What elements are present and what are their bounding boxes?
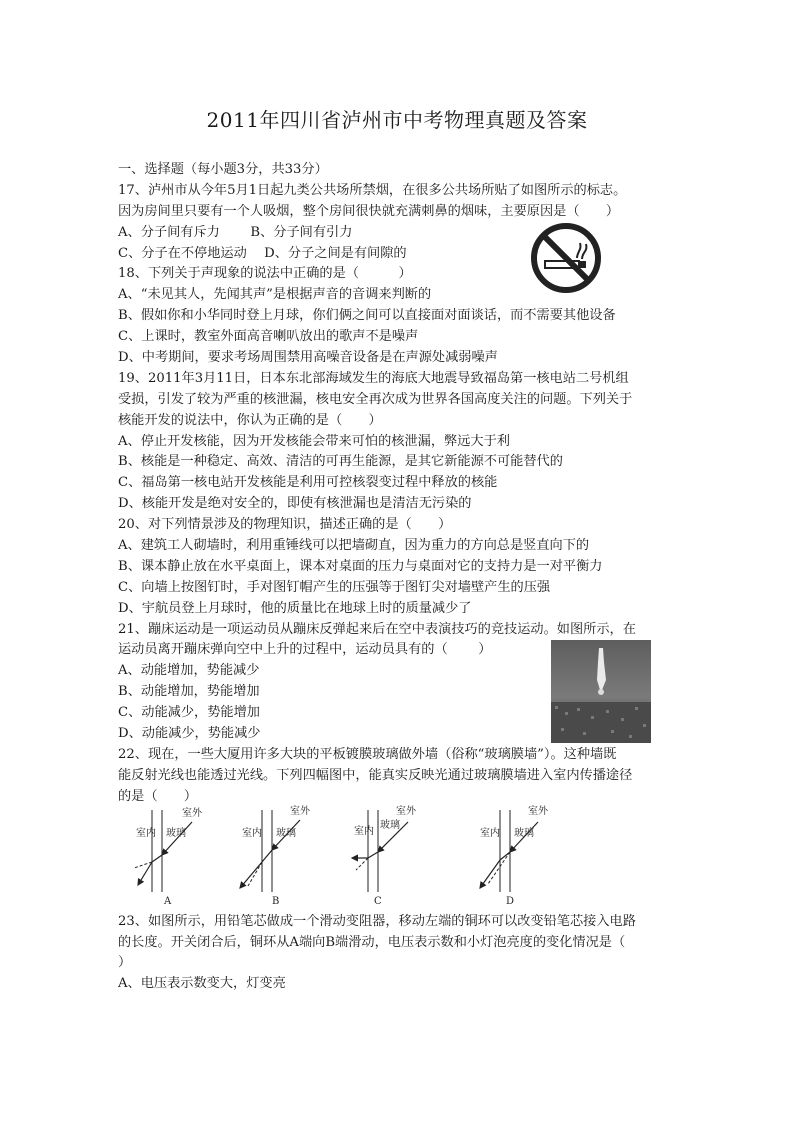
diagram-b	[240, 804, 311, 907]
diagram-a	[134, 806, 203, 907]
q17-options-cd: C、分子在不停地运动 D、分子之间是有间隙的	[118, 245, 407, 261]
q20-option-c: C、向墙上按图钉时，手对图钉帽产生的压强等于图钉尖对墙壁产生的压强	[118, 579, 551, 595]
diagram-a-glass-label: 玻璃	[166, 828, 186, 839]
q18-option-b: B、假如你和小华同时登上月球，你们俩之间可以直接面对面谈话，而不需要其他设备	[118, 308, 616, 324]
q22-stem-line3: 的是（ ）	[118, 788, 198, 804]
q17-stem-line2: 因为房间里只要有一个人吸烟，整个房间很快就充满刺鼻的烟味，主要原因是（ ）	[118, 203, 620, 219]
diagram-c-letter: C	[374, 896, 382, 907]
q19-option-a: A、停止开发核能，因为开发核能会带来可怕的核泄漏，弊远大于利	[118, 433, 510, 449]
q19-stem-line3: 核能开发的说法中，你认为正确的是（ ）	[118, 412, 382, 428]
q19-stem-line1: 19、2011年3月11日，日本东北部海域发生的海底大地震导致福岛第一核电站二号机组	[118, 370, 629, 386]
q20-option-a: A、建筑工人砌墙时，利用重锤线可以把墙砌直，因为重力的方向总是竖直向下的	[118, 538, 590, 554]
diagram-b-outdoor-label: 室外	[290, 806, 310, 817]
q19-option-d: D、核能开发是绝对安全的，即使有核泄漏也是清洁无污染的	[118, 496, 472, 512]
q18-option-a: A、“未见其人，先闻其声”是根据声音的音调来判断的	[118, 287, 432, 303]
q17-stem-line1: 17、泸州市从今年5月1日起九类公共场所禁烟，在很多公共场所贴了如图所示的标志。	[118, 182, 627, 198]
q23-stem-line1: 23、如图所示，用铅笔芯做成一个滑动变阻器，移动左端的铜环可以改变铅笔芯接入电路	[118, 913, 636, 929]
q17-options-ab: A、分子间有斥力 B、分子间有引力	[118, 224, 353, 240]
q19-option-b: B、核能是一种稳定、高效、清洁的可再生能源，是其它新能源不可能替代的	[118, 454, 563, 470]
diagram-c-outdoor-label: 室外	[396, 806, 416, 817]
diagram-c	[352, 804, 417, 907]
q22-light-path-diagrams	[130, 800, 550, 910]
diagram-a-outdoor-label: 室外	[182, 808, 202, 819]
q23-stem-line3: ）	[118, 955, 132, 971]
diagram-d-letter: D	[506, 896, 515, 907]
q21-option-d: D、动能减少，势能减少	[118, 726, 261, 742]
q22-stem-line1: 22、现在，一些大厦用许多大块的平板镀膜玻璃做外墙（俗称“玻璃膜墙”）。这种墙既	[118, 746, 617, 762]
page-title: 2011年四川省泸州市中考物理真题及答案	[206, 108, 588, 132]
q23-option-a: A、电压表示数变大，灯变亮	[118, 976, 286, 992]
q21-option-b: B、动能增加，势能增加	[118, 684, 260, 700]
q21-stem-line1: 21、蹦床运动是一项运动员从蹦床反弹起来后在空中表演技巧的竞技运动。如图所示，在	[118, 621, 636, 637]
diagram-d-outdoor-label: 室外	[528, 806, 548, 817]
q23-stem-line2: 的长度。开关闭合后，铜环从A端向B端滑动，电压表示数和小灯泡亮度的变化情况是（	[118, 934, 626, 950]
q21-option-c: C、动能减少，势能增加	[118, 705, 260, 721]
diagram-d-glass-label: 玻璃	[514, 828, 534, 839]
q18-option-d: D、中考期间，要求考场周围禁用高噪音设备是在声源处减弱噪声	[118, 350, 498, 366]
q22-stem-line2: 能反射光线也能透过光线。下列四幅图中，能真实反映光通过玻璃膜墙进入室内传播途径	[118, 767, 633, 783]
q18-option-c: C、上课时，教室外面高音喇叭放出的歌声不是噪声	[118, 329, 419, 345]
q19-option-c: C、福岛第一核电站开发核能是利用可控核裂变过程中释放的核能	[118, 475, 498, 491]
q20-option-d: D、宇航员登上月球时，他的质量比在地球上时的质量减少了	[118, 600, 472, 616]
diagram-c-glass-label: 玻璃	[380, 820, 400, 831]
q20-option-b: B、课本静止放在水平桌面上，课本对桌面的压力与桌面对它的支持力是一对平衡力	[118, 558, 603, 574]
q21-option-a: A、动能增加，势能减少	[118, 663, 260, 679]
diagram-b-glass-label: 玻璃	[276, 828, 296, 839]
diagram-a-letter: A	[164, 896, 172, 907]
diagram-c-indoor-label: 室内	[354, 826, 374, 837]
section-heading: 一、选择题（每小题3分，共33分）	[118, 162, 328, 177]
q19-stem-line2: 受损，引发了较为严重的核泄漏，核电安全再次成为世界各国高度关注的问题。下列关于	[118, 391, 633, 407]
diagram-b-indoor-label: 室内	[242, 828, 262, 839]
diagram-d-indoor-label: 室内	[480, 828, 500, 839]
diagram-d	[480, 804, 549, 907]
q21-stem-line2: 运动员离开蹦床弹向空中上升的过程中，运动员具有的（ ）	[118, 642, 492, 658]
diagram-a-indoor-label: 室内	[136, 828, 156, 839]
trampoline-photo	[551, 640, 651, 743]
q18-stem: 18、下列关于声现象的说法中正确的是（ ）	[118, 266, 412, 282]
q20-stem: 20、对下列情景涉及的物理知识，描述正确的是（ ）	[118, 517, 452, 533]
diagram-b-letter: B	[272, 896, 280, 907]
no-smoking-icon	[530, 222, 602, 294]
